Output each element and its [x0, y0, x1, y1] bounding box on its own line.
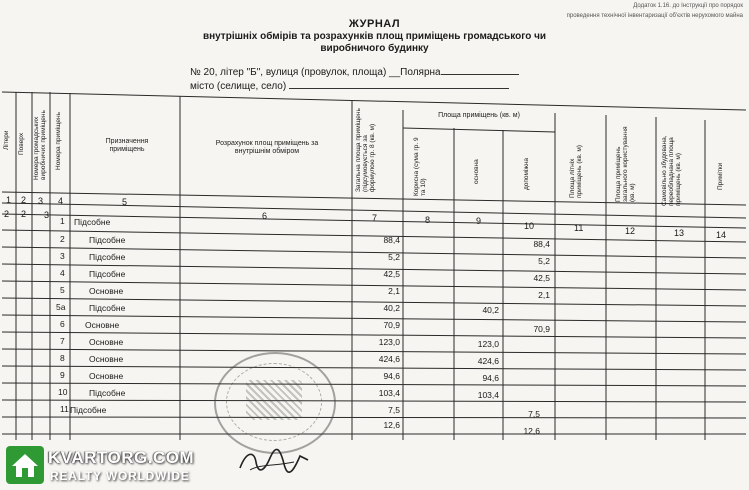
colnum: 1 — [6, 195, 12, 205]
aux-area: 42,5 — [533, 273, 550, 283]
total-area: 12,6 — [383, 420, 400, 430]
col-header-calculation: Розрахунок площ приміщень за внутрішнім обміром — [215, 140, 319, 155]
total-area: 2,1 — [388, 286, 400, 296]
official-stamp — [214, 352, 336, 454]
colnum: 7 — [372, 213, 378, 223]
room-number: 10 — [58, 387, 68, 397]
total-area: 103,4 — [378, 388, 400, 398]
col-header-floor: Поверх — [18, 132, 25, 155]
room-number: 2 — [60, 234, 65, 244]
room-purpose: Основне — [89, 337, 124, 347]
main-area: 424,6 — [477, 356, 499, 366]
colnum: 5 — [122, 197, 128, 207]
total-area: 88,4 — [383, 235, 400, 245]
room-purpose: Основне — [89, 286, 124, 296]
colnum: 13 — [674, 228, 685, 238]
colnum: 4 — [58, 196, 64, 206]
corner-note-2: проведення технічної інвентаризації об'єктів нерухомого майна — [566, 13, 743, 19]
colnum: 10 — [524, 221, 535, 231]
col-header-public-rooms: Номера громадських виробничих приміщень — [33, 110, 47, 180]
watermark-title: KVARTORG.COM — [48, 448, 195, 467]
room-number: 9 — [60, 370, 65, 380]
total-area: 5,2 — [388, 252, 400, 262]
room-purpose: Підсобне — [89, 269, 126, 279]
colnum: 11 — [574, 223, 584, 233]
col-header-notes: Примітки — [717, 162, 724, 190]
total-area: 7,5 — [388, 405, 400, 415]
document-title: ЖУРНАЛ — [348, 18, 401, 30]
colnum: 3 — [44, 210, 50, 220]
colnum: 12 — [625, 226, 636, 236]
room-purpose: Основне — [89, 354, 124, 364]
aux-area: 2,1 — [538, 290, 550, 300]
col-header-room-number: Номера приміщень — [55, 112, 62, 170]
room-number: 8 — [60, 353, 65, 363]
aux-area: 7,5 — [528, 409, 540, 419]
room-purpose: Підсобне — [74, 217, 111, 227]
room-number: 6 — [60, 319, 65, 329]
room-number: 7 — [60, 336, 65, 346]
aux-area: 88,4 — [533, 239, 550, 249]
room-number: 11 — [60, 404, 69, 414]
col-header-auxiliary: допоміжна — [523, 157, 530, 190]
col-header-useful: Корисна (сума гр. 9 та 10) — [413, 137, 427, 196]
room-purpose: Підсобне — [89, 388, 126, 398]
house-icon — [6, 446, 44, 484]
room-number: 5а — [56, 302, 66, 312]
colnum: 8 — [425, 215, 431, 225]
col-header-letter: Літери — [3, 130, 10, 150]
col-header-summer: Площа літніх приміщень (кв. м) — [569, 144, 583, 198]
room-purpose: Основне — [85, 320, 120, 330]
total-area: 42,5 — [383, 269, 400, 279]
city-text: місто (селище, село) — [190, 81, 287, 92]
colnum: 3 — [38, 196, 44, 206]
room-number: 1 — [60, 216, 65, 226]
total-area: 40,2 — [383, 303, 400, 313]
document-subtitle-2: виробничого будинку — [320, 43, 429, 54]
document-subtitle: внутрішніх обмірів та розрахунків площ приміщень громадського чи — [202, 31, 547, 42]
total-area: 70,9 — [383, 320, 400, 330]
aux-area: 5,2 — [538, 256, 550, 266]
corner-note: Додаток 1.16. до Інструкції про порядок — [633, 3, 743, 9]
room-number: 4 — [60, 268, 65, 278]
aux-area: 12,6 — [523, 426, 540, 436]
total-area: 424,6 — [378, 354, 400, 364]
room-number: 5 — [60, 285, 65, 295]
colnum: 2 — [21, 209, 27, 219]
aux-area: 70,9 — [533, 324, 550, 334]
watermark-logo — [4, 446, 234, 488]
col-header-total-area: Загальна площа приміщень (підсумовується за формулою гр. 8 (кв. м) — [355, 108, 376, 192]
col-header-common: Площа приміщень загального користування (кв. м) — [615, 126, 636, 202]
room-purpose: Підсобне — [89, 252, 126, 262]
room-purpose: Підсобне — [89, 235, 126, 245]
main-area: 94,6 — [482, 373, 499, 383]
room-purpose: Основне — [89, 371, 124, 381]
room-purpose: Підсобне — [89, 303, 126, 313]
col-header-purpose: Призначення приміщень — [105, 138, 149, 153]
main-area: 103,4 — [477, 390, 499, 400]
signature — [236, 442, 316, 478]
watermark-subtitle: REALTY WORLDWIDE — [50, 469, 190, 483]
colnum: 6 — [262, 211, 268, 221]
room-purpose: Підсобне — [70, 405, 107, 415]
main-area: 123,0 — [477, 339, 499, 349]
colnum: 2 — [4, 209, 10, 219]
main-area: 40,2 — [482, 305, 499, 315]
colnum: 2 — [21, 195, 27, 205]
col-header-unauthorized: Самовільно збудована, переобладнана площа приміщень (кв. м) — [661, 135, 682, 206]
colnum: 9 — [476, 216, 482, 226]
col-header-area-group: Площа приміщень (кв. м) — [438, 112, 520, 119]
colnum: 14 — [716, 230, 727, 240]
total-area: 94,6 — [383, 371, 400, 381]
room-number: 3 — [60, 251, 65, 261]
col-header-main: основна — [473, 159, 480, 184]
address-text: № 20, літер "Б", вулиця (провулок, площа) __Полярна — [190, 67, 441, 78]
total-area: 123,0 — [378, 337, 400, 347]
